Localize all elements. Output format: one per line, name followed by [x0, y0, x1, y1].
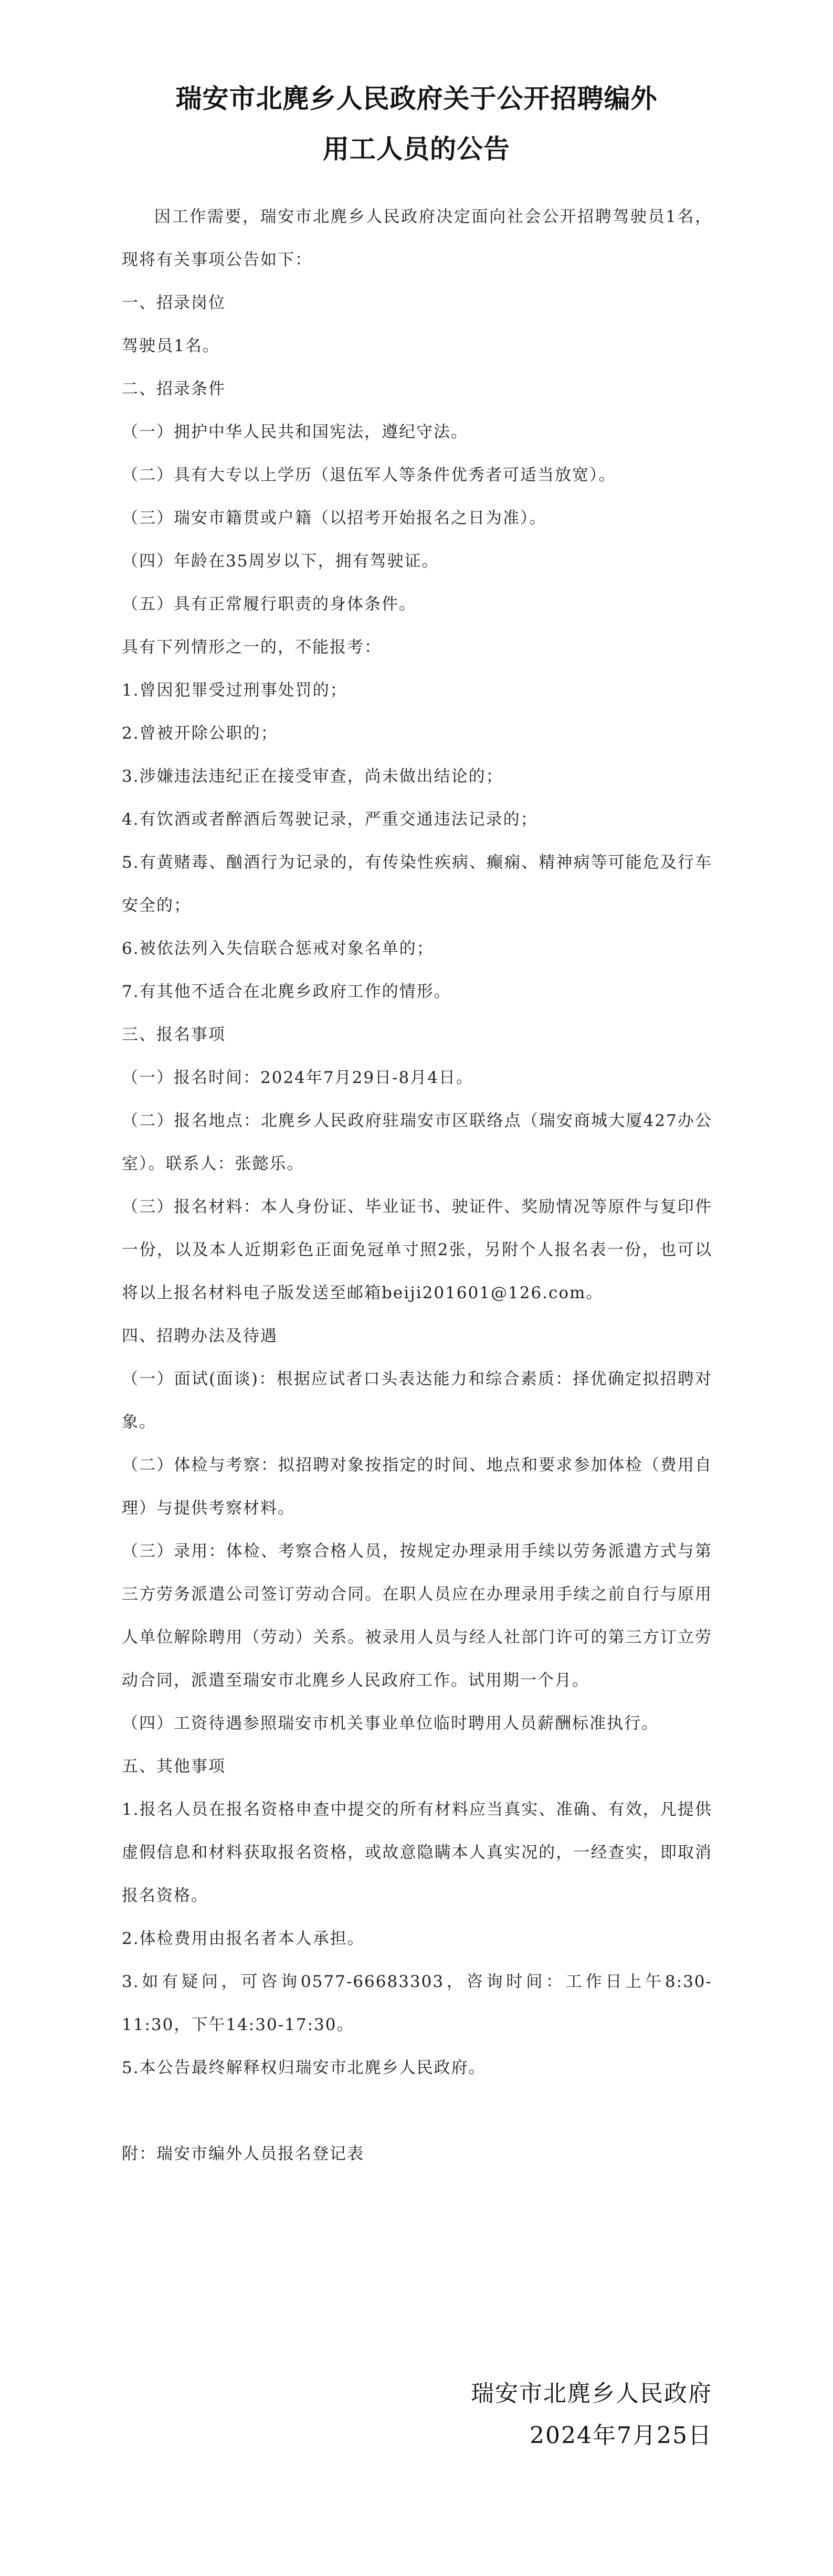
method-item: （一）面试(面谈)：根据应试者口头表达能力和综合素质：择优确定拟招聘对象。	[122, 1370, 712, 1432]
condition-item: （二）具有大专以上学历（退伍军人等条件优秀者可适当放宽）。	[122, 466, 616, 485]
condition-item: （三）瑞安市籍贯或户籍（以招考开始报名之日为准）。	[122, 509, 547, 528]
intro-paragraph: 因工作需要，瑞安市北麂乡人民政府决定面向社会公开招聘驾驶员1名，现将有关事项公告如下：	[122, 207, 712, 269]
section-heading-conditions: 二、招录条件	[122, 380, 226, 398]
exclusion-item: 2.曾被开除公职的；	[122, 724, 278, 743]
other-item: 1.报名人员在报名资格申查中提交的所有材料应当真实、准确、有效，凡提供虚假信息和材料获取报名资格，或故意隐瞒本人真实况的，一经查实，即取消报名资格。	[122, 1800, 712, 1905]
condition-item: （五）具有正常履行职责的身体条件。	[122, 595, 416, 614]
issuing-organization: 瑞安市北麂乡人民政府	[471, 2380, 712, 2407]
other-item: 3.如有疑问，可咨询0577-66683303，咨询时间：工作日上午8:30-11:30，下午14:30-17:30。	[122, 1972, 712, 2034]
other-item: 5.本公告最终解释权归瑞安市北麂乡人民政府。	[122, 2058, 486, 2077]
exclusion-item: 5.有黄赌毒、酗酒行为记录的，有传染性疾病、癫痫、精神病等可能危及行车安全的；	[122, 853, 712, 915]
registration-item: （二）报名地点：北麂乡人民政府驻瑞安市区联络点（瑞安商城大厦427办公室）。联系人：张懿乐。	[122, 1111, 712, 1173]
exclusion-intro: 具有下列情形之一的，不能报考：	[122, 638, 382, 657]
exclusion-item: 4.有饮酒或者醉酒后驾驶记录，严重交通违法记录的；	[122, 810, 538, 829]
notice-title	[105, 73, 728, 174]
method-item: （四）工资待遇参照瑞安市机关事业单位临时聘用人员薪酬标准执行。	[122, 1714, 659, 1733]
condition-item: （一）拥护中华人民共和国宪法，遵纪守法。	[122, 423, 468, 441]
section-heading-registration: 三、报名事项	[122, 1025, 226, 1044]
notice-body	[122, 195, 712, 2175]
signature-block	[471, 2373, 712, 2457]
exclusion-item: 7.有其他不适合在北麂乡政府工作的情形。	[122, 982, 451, 1001]
attachment-note: 附：瑞安市编外人员报名登记表	[122, 2144, 364, 2163]
section-heading-positions: 一、招录岗位	[122, 293, 226, 312]
exclusion-item: 3.涉嫌违法违纪正在接受审查，尚未做出结论的；	[122, 767, 503, 786]
exclusion-item: 1.曾因犯罪受过刑事处罚的；	[122, 681, 347, 700]
registration-item: （三）报名材料：本人身份证、毕业证书、驶证件、奖励情况等原件与复印件一份，以及本人近期彩色正面免冠单寸照2张，另附个人报名表一份，也可以将以上报名材料电子版发送至邮箱beiji201601@126.com。	[122, 1197, 712, 1302]
condition-item: （四）年龄在35周岁以下，拥有驾驶证。	[122, 552, 439, 571]
positions-text: 驾驶员1名。	[122, 337, 220, 355]
title-line-1: 瑞安市北麂乡人民政府关于公开招聘编外	[175, 83, 658, 114]
issue-date: 2024年7月25日	[530, 2422, 712, 2449]
section-heading-other: 五、其他事项	[122, 1757, 226, 1776]
method-item: （二）体检与考察：拟招聘对象按指定的时间、地点和要求参加体检（费用自理）与提供考察材料。	[122, 1456, 712, 1518]
section-heading-methods: 四、招聘办法及待遇	[122, 1327, 278, 1345]
method-item: （三）录用：体检、考察合格人员，按规定办理录用手续以劳务派遣方式与第三方劳务派遣公司签订劳动合同。在职人员应在办理录用手续之前自行与原用人单位解除聘用（劳动）关系。被录用人员与经人社部门许可的第三方订立劳动合同，派遣至瑞安市北麂乡人民政府工作。试用期一个月。	[122, 1542, 712, 1690]
title-line-2: 用工人员的公告	[323, 134, 510, 164]
registration-item: （一）报名时间：2024年7月29日-8月4日。	[122, 1068, 473, 1087]
exclusion-item: 6.被依法列入失信联合惩戒对象名单的；	[122, 939, 434, 958]
other-item: 2.体检费用由报名者本人承担。	[122, 1929, 365, 1948]
